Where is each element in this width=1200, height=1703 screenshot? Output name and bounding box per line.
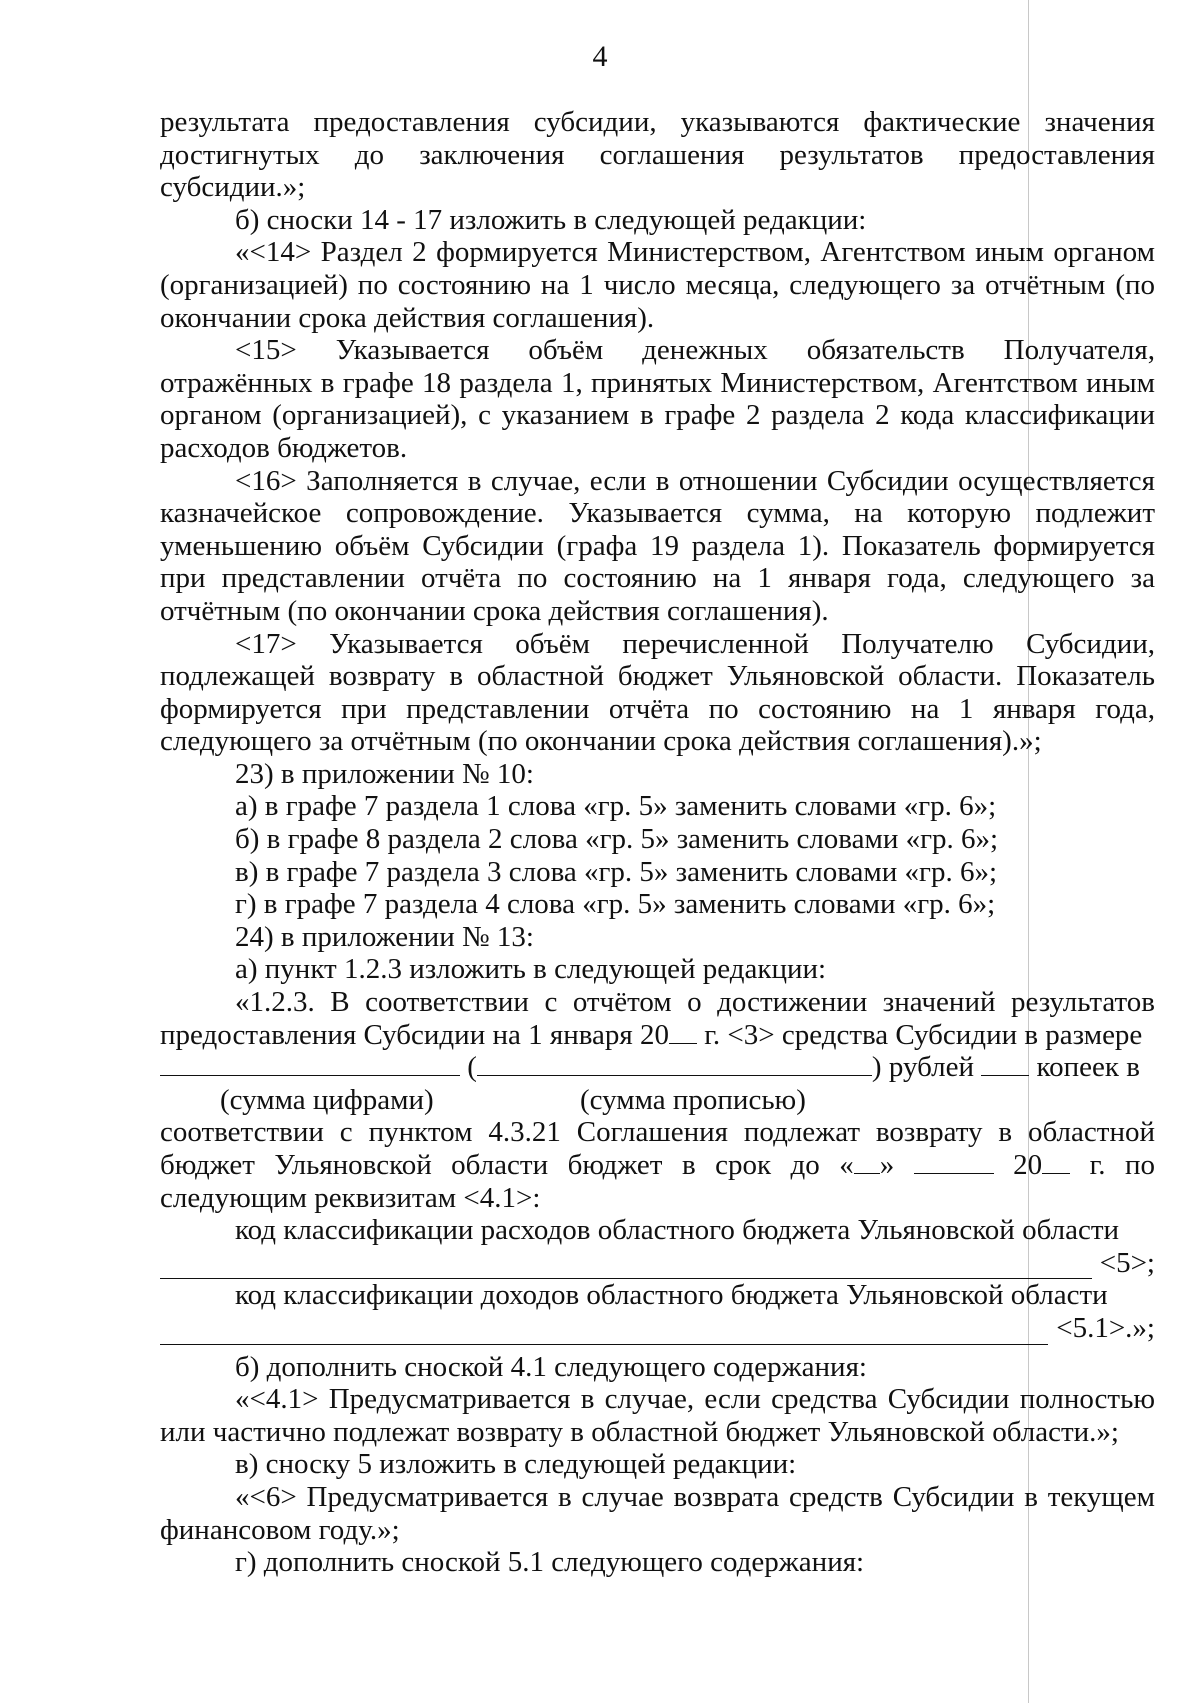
amount-digits-blank: [160, 1051, 460, 1076]
paragraph-1-2-3: [160, 986, 1155, 1051]
paragraph: код классификации доходов областного бюджета Ульяновской области: [235, 1279, 1108, 1312]
paragraph: <15> Указывается объём денежных обязательств Получателя, отражённых в графе 18 раздела 1, принятых Министерством, Агентством иным органом (организацией), с указанием в графе 2 раздела 2 кода классификации расходов бюджетов.: [160, 334, 1155, 464]
text-run: 20: [993, 1149, 1043, 1181]
paragraph: «<14> Раздел 2 формируется Министерством, Агентством иным органом (организацией) по состоянию на 1 число месяца, следующего за отчётным (по окончании срока действия соглашения).: [160, 236, 1155, 334]
kopecks-blank: [981, 1051, 1029, 1076]
income-code-line: [160, 1312, 1155, 1345]
amount-line: [160, 1051, 1155, 1084]
paragraph: в) сноску 5 изложить в следующей редакции:: [235, 1448, 797, 1481]
paragraph: 24) в приложении № 13:: [235, 920, 534, 953]
page-number: 4: [592, 40, 608, 73]
amount-captions: [160, 1084, 1155, 1117]
paragraph: <17> Указывается объём перечисленной Получателю Субсидии, подлежащей возврату в областной бюджет Ульяновской области. Показатель формируется при представлении отчёта по состоянию на 1 января года, следующего за отчётным (по окончании срока действия соглашения).»;: [160, 627, 1155, 758]
paragraph: [160, 1116, 1155, 1214]
month-blank: [914, 1149, 994, 1174]
text-run: <5.1>.»;: [1056, 1311, 1155, 1344]
paragraph: а) в графе 7 раздела 1 слова «гр. 5» заменить словами «гр. 6»;: [235, 790, 997, 823]
text-run: соответствии с пунктом 4.3.21 Соглашения подлежат возврату в областной бюджет Ульяновской области бюджет в срок до «: [160, 1116, 1155, 1181]
amount-words-blank: [477, 1051, 872, 1076]
paragraph: результата предоставления субсидии, указываются фактические значения достигнутых до заключения соглашения результатов предоставления субсидии.»;: [160, 106, 1155, 204]
paragraph: «<4.1> Предусматривается в случае, если средства Субсидии полностью или частично подлежат возврату в областной бюджет Ульяновской области.»;: [160, 1383, 1155, 1448]
paragraph: код классификации расходов областного бюджета Ульяновской области: [235, 1214, 1120, 1247]
text-run: г. по следующим реквизитам <4.1>:: [160, 1149, 1156, 1214]
text-run: «1.2.3. В соответствии с отчётом о достижении значений результатов предоставления Субсидии на 1 января 20: [160, 986, 1155, 1051]
year-blank: [1042, 1149, 1070, 1174]
paragraph: в) в графе 7 раздела 3 слова «гр. 5» заменить словами «гр. 6»;: [235, 855, 998, 888]
paragraph: б) дополнить сноской 4.1 следующего содержания:: [235, 1350, 867, 1383]
day-blank: [854, 1149, 880, 1174]
caption-words: (сумма прописью): [580, 1083, 806, 1116]
paragraph: <16> Заполняется в случае, если в отношении Субсидии осуществляется казначейское сопровождение. Указывается сумма, на которую подлежит уменьшению объём Субсидии (графа 19 раздела 1). Показатель формируется при представлении отчёта по состоянию на 1 января года, следующего за отчётным (по окончании срока действия соглашения).: [160, 464, 1155, 627]
paragraph: г) в графе 7 раздела 4 слова «гр. 5» заменить словами «гр. 6»;: [235, 888, 996, 921]
paragraph: а) пункт 1.2.3 изложить в следующей редакции:: [235, 953, 827, 986]
paragraph: б) в графе 8 раздела 2 слова «гр. 5» заменить словами «гр. 6»;: [235, 823, 999, 856]
paragraph: г) дополнить сноской 5.1 следующего содержания:: [235, 1546, 865, 1579]
expense-code-blank: [160, 1252, 1092, 1279]
caption-digits: (сумма цифрами): [220, 1083, 434, 1116]
text-run: копеек в: [1036, 1051, 1140, 1084]
year-blank: [669, 1019, 697, 1044]
paragraph: б) сноски 14 - 17 изложить в следующей редакции:: [235, 203, 867, 236]
text-run: (: [467, 1051, 477, 1084]
paragraph: «<6> Предусматривается в случае возврата средств Субсидии в текущем финансовом году.»;: [160, 1480, 1155, 1546]
paragraph: 23) в приложении № 10:: [235, 757, 534, 790]
document-body: [160, 106, 1155, 1579]
text-run: <5>;: [1099, 1246, 1155, 1279]
expense-code-line: [160, 1247, 1155, 1280]
text-run: г. <3> средства Субсидии в размере: [697, 1018, 1143, 1051]
text-run: ) рублей: [871, 1051, 974, 1084]
income-code-blank: [160, 1318, 1048, 1345]
text-run: »: [879, 1149, 914, 1181]
